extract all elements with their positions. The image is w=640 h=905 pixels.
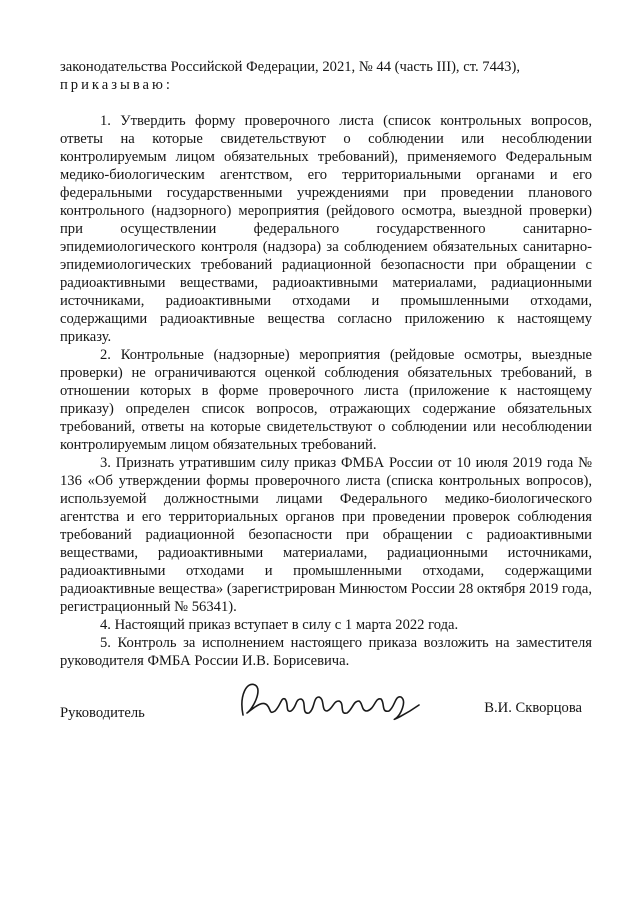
paragraph-5: 5. Контроль за исполнением настоящего приказа возложить на заместителя руководителя ФМБА России И.В. Борисевича. <box>60 635 592 669</box>
handwritten-signature <box>235 675 425 725</box>
paragraph-3: 3. Признать утратившим силу приказ ФМБА России от 10 июля 2019 года № 136 «Об утверждении формы проверочного листа (списка контрольных вопросов), используемой должностными лицами Федерального медико-биологического агентства и его территориальных органов при проведении проверок соблюдения требований радиационной безопасности при обращении с радиоактивными веществами, радиоактивными материалами, радиационными источниками, радиоактивными отходами и промышленными отходами, содержащими радиоактивные вещества» (зарегистрирован Минюстом России 28 октября 2019 года, регистрационный № 56341). <box>60 455 592 615</box>
signatory-name: В.И. Скворцова <box>484 700 582 716</box>
signatory-title: Руководитель <box>60 705 145 721</box>
prikazyvayu-line: приказываю: <box>60 77 173 93</box>
document-body <box>60 58 592 670</box>
paragraph-4: 4. Настоящий приказ вступает в силу с 1 марта 2022 года. <box>100 617 459 633</box>
paragraph-2: 2. Контрольные (надзорные) мероприятия (рейдовые осмотры, выездные проверки) не ограничиваются оценкой соблюдения обязательных требований, в отношении которых в форме проверочного листа (приложение к настоящему приказу) определен список вопросов, отражающих содержание обязательных требований, ответы на которые свидетельствуют о соблюдении или несоблюдении контролируемым лицом обязательных требований. <box>60 347 592 453</box>
paragraph-1: 1. Утвердить форму проверочного листа (список контрольных вопросов, ответы на которые свидетельствуют о соблюдении или несоблюдении контролируемым лицом обязательных требований), применяемого Федеральным медико-биологическим агентством, его территориальными органами и его федеральными государственными учреждениями при проведении планового контрольного (надзорного) мероприятия (рейдового осмотра, выездной проверки) при осуществлении федерального государственного санитарно-эпидемиологического контроля (надзора) за соблюдением обязательных санитарно-эпидемиологических требований радиационной безопасности при обращении с радиоактивными веществами, радиоактивными материалами, радиационными источниками, радиоактивными отходами и промышленными отходами, содержащими радиоактивные вещества согласно приложению к настоящему приказу. <box>60 113 592 345</box>
continuation-line: законодательства Российской Федерации, 2021, № 44 (часть III), ст. 7443), <box>60 59 520 75</box>
